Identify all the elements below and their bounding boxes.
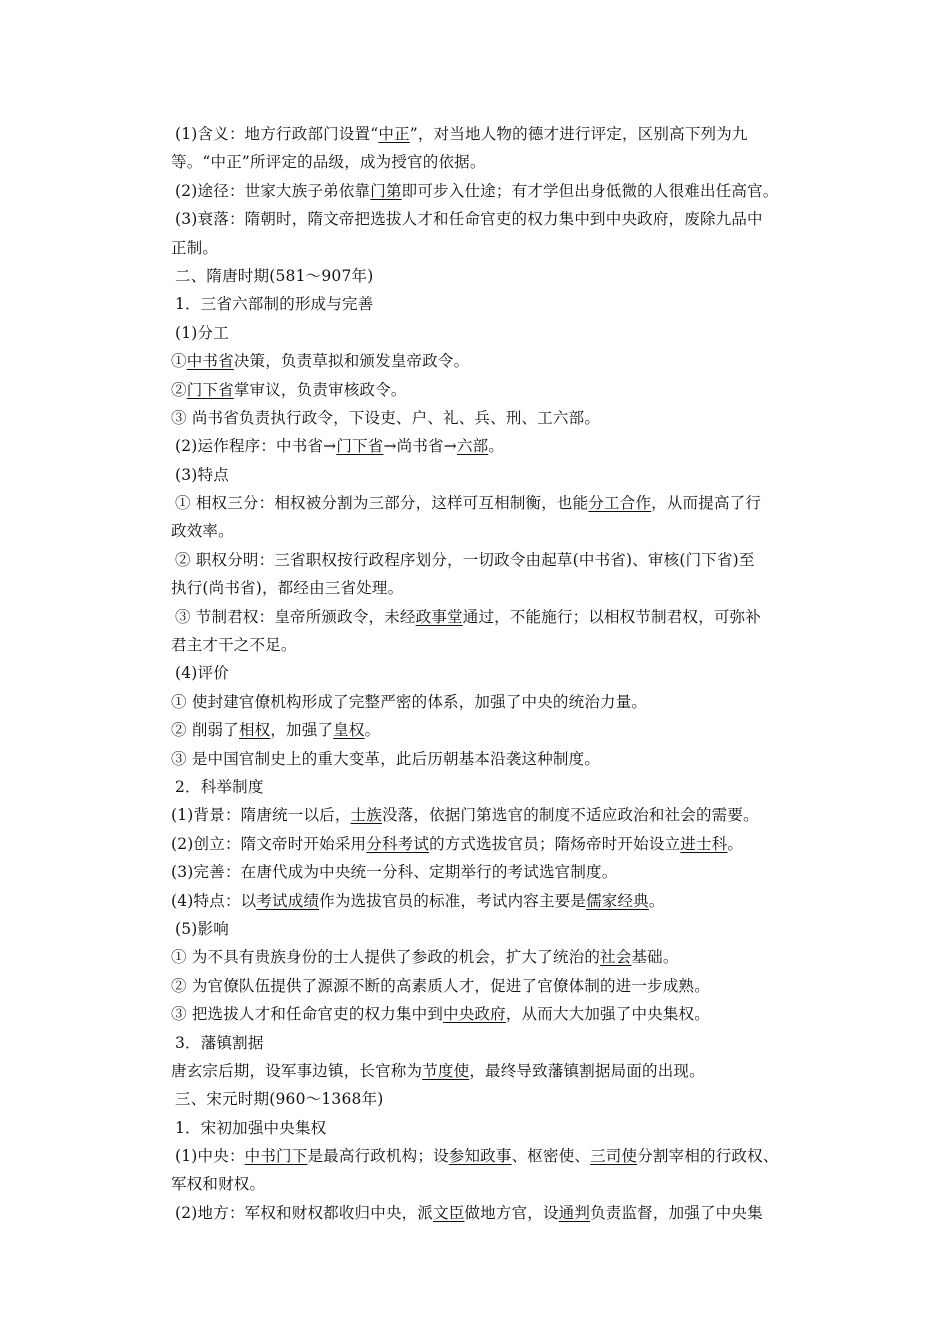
underlined-answer: 六部 — [456, 437, 489, 456]
underlined-answer: 中书门下 — [244, 1147, 308, 1166]
text-segment: ② — [171, 380, 187, 399]
text-segment: (1)分工 — [175, 323, 229, 342]
text-segment: (4)特点：以 — [171, 891, 257, 910]
text-segment: ② 为官僚队伍提供了源源不断的高素质人才，促进了官僚体制的进一步成熟。 — [171, 976, 710, 995]
text-segment: (3)完善：在唐代成为中央统一分科、定期举行的考试选官制度。 — [171, 863, 618, 882]
underlined-answer: 文臣 — [433, 1203, 465, 1222]
text-line — [171, 404, 821, 432]
underlined-answer: 皇权 — [333, 721, 365, 740]
text-segment: ① 为不具有贵族身份的士人提供了参政的机会，扩大了统治的 — [171, 948, 601, 967]
text-segment: 。 — [364, 721, 381, 740]
text-segment: (2)创立：隋文帝时开始采用 — [171, 834, 367, 853]
text-segment: 正制。 — [171, 238, 219, 257]
text-segment: (1)中央： — [175, 1147, 245, 1166]
text-line — [171, 830, 821, 858]
underlined-answer: 中正 — [378, 125, 410, 143]
text-segment: 的方式选拔官员；隋炀帝时开始设立 — [429, 834, 681, 853]
text-line — [171, 1170, 821, 1198]
text-line — [171, 915, 821, 943]
text-segment: 负责监督，加强了中央集 — [590, 1203, 763, 1222]
text-segment: 基础。 — [631, 948, 679, 967]
text-segment: 。 — [488, 437, 505, 456]
underlined-answer: 参知政事 — [448, 1147, 512, 1166]
text-line — [171, 461, 821, 489]
text-line — [171, 745, 821, 773]
text-segment: 君主才干之不足。 — [171, 636, 297, 655]
text-segment: 掌审议，负责审核政令。 — [233, 380, 407, 399]
text-segment: ② 削弱了 — [171, 721, 239, 740]
text-line — [171, 177, 821, 205]
text-line — [171, 120, 821, 148]
text-segment: 。 — [727, 834, 744, 853]
underlined-answer: 儒家经典 — [586, 891, 649, 910]
text-segment: (1)背景：隋唐统一以后， — [171, 806, 351, 825]
text-segment: ，从而提高了行 — [651, 494, 762, 513]
text-line — [171, 1029, 821, 1057]
text-segment: 政效率。 — [171, 522, 234, 541]
text-segment: (3)衰落：隋朝时，隋文帝把选拔人才和任命官吏的权力集中到中央政府，废除九品中 — [175, 210, 763, 229]
underlined-answer: 士族 — [350, 806, 382, 825]
underlined-answer: 门下省 — [186, 380, 234, 399]
text-line — [171, 376, 821, 404]
text-line — [171, 546, 821, 574]
text-segment: (5)影响 — [175, 919, 229, 938]
text-segment: ① 使封建官僚机构形成了完整严密的体系，加强了中央的统治力量。 — [171, 692, 648, 711]
text-segment: ② 职权分明：三省职权按行政程序划分，一切政令由起草(中书省)、审核(门下省)至 — [175, 550, 755, 569]
text-line — [171, 1114, 821, 1142]
underlined-answer: 考试成绩 — [256, 891, 320, 910]
text-line — [171, 1000, 821, 1028]
text-segment: 3．藩镇割据 — [175, 1033, 264, 1052]
document-page — [171, 120, 821, 1227]
underlined-answer: 中书省 — [186, 352, 234, 371]
text-segment: ① 相权三分：相权被分割为三部分，这样可互相制衡，也能 — [175, 494, 589, 513]
text-segment: 二、隋唐时期(581～907年) — [175, 266, 374, 285]
text-line — [171, 1199, 821, 1227]
text-segment: 1．三省六部制的形成与完善 — [175, 295, 374, 314]
underlined-answer: 通判 — [558, 1203, 591, 1222]
underlined-answer: 相权 — [238, 721, 271, 740]
underlined-answer: 政事堂 — [415, 607, 463, 626]
text-segment: ③ 节制君权：皇帝所颁政令，未经 — [175, 607, 416, 626]
text-line — [171, 234, 821, 262]
text-line — [171, 1085, 821, 1113]
text-line — [171, 319, 821, 347]
text-line — [171, 603, 821, 631]
text-line — [171, 347, 821, 375]
text-line — [171, 858, 821, 886]
text-line — [171, 659, 821, 687]
text-segment: 、枢密使、 — [511, 1147, 591, 1166]
text-segment: (4)评价 — [175, 664, 229, 683]
text-segment: ③ 尚书省负责执行政令，下设吏、户、礼、兵、刑、工六部。 — [171, 408, 601, 427]
text-segment: (3)特点 — [175, 465, 229, 484]
text-line — [171, 773, 821, 801]
text-segment: 军权和财权。 — [171, 1175, 266, 1194]
text-line — [171, 1057, 821, 1085]
underlined-answer: 节度使 — [422, 1061, 470, 1080]
text-segment: 等。“中正”所评定的品级，成为授官的依据。 — [171, 153, 486, 172]
text-segment: 执行(尚书省)，都经由三省处理。 — [171, 579, 404, 598]
text-segment: 是最高行政机构；设 — [307, 1147, 449, 1166]
text-segment: →尚书省→ — [383, 437, 457, 456]
text-line — [171, 688, 821, 716]
underlined-answer: 门第 — [370, 181, 402, 200]
underlined-answer: 门下省 — [336, 437, 384, 456]
text-line — [171, 1142, 821, 1170]
text-segment: 唐玄宗后期，设军事边镇，长官称为 — [171, 1061, 423, 1080]
text-segment: ，加强了 — [270, 721, 334, 740]
text-segment: ③ 把选拔人才和任命官吏的权力集中到 — [171, 1005, 444, 1024]
text-segment: 决策，负责草拟和颁发皇帝政令。 — [233, 352, 470, 371]
text-segment: ① — [171, 352, 187, 371]
text-line — [171, 631, 821, 659]
underlined-answer: 分工合作 — [588, 494, 652, 513]
text-line — [171, 148, 821, 176]
text-segment: (2)运作程序：中书省→ — [175, 437, 337, 456]
text-segment: 。 — [648, 891, 665, 910]
text-line — [171, 262, 821, 290]
text-line — [171, 716, 821, 744]
text-segment: 分割宰相的行政权、 — [637, 1147, 779, 1166]
text-segment: 三、宋元时期(960～1368年) — [175, 1090, 384, 1109]
text-segment: 2．科举制度 — [175, 777, 264, 796]
text-line — [171, 972, 821, 1000]
text-line — [171, 205, 821, 233]
text-segment: 1．宋初加强中央集权 — [175, 1118, 327, 1137]
underlined-answer: 分科考试 — [366, 834, 430, 853]
text-line — [171, 489, 821, 517]
text-line — [171, 290, 821, 318]
text-segment: (2)途径：世家大族子弟依靠 — [175, 181, 371, 200]
text-line — [171, 517, 821, 545]
text-segment: ”，对当地人物的德才进行评定，区别高下列为九 — [409, 125, 748, 143]
text-segment: 作为选拔官员的标准，考试内容主要是 — [319, 891, 587, 910]
underlined-answer: 进士科 — [680, 834, 728, 853]
text-segment: (2)地方：军权和财权都收归中央，派 — [175, 1203, 434, 1222]
underlined-answer: 三司使 — [590, 1147, 638, 1166]
text-line — [171, 432, 821, 460]
underlined-answer: 中央政府 — [443, 1005, 506, 1024]
underlined-answer: 社会 — [600, 948, 632, 967]
text-line — [171, 943, 821, 971]
text-line — [171, 801, 821, 829]
text-segment: ，最终导致藩镇割据局面的出现。 — [469, 1061, 705, 1080]
text-segment: (1)含义：地方行政部门设置“ — [175, 125, 379, 143]
text-segment: ③ 是中国官制史上的重大变革，此后历朝基本沿袭这种制度。 — [171, 749, 601, 768]
text-segment: 通过，不能施行；以相权节制君权，可弥补 — [462, 607, 762, 626]
text-line — [171, 574, 821, 602]
text-segment: 做地方官，设 — [464, 1203, 559, 1222]
text-segment: 没落，依据门第选官的制度不适应政治和社会的需要。 — [381, 806, 759, 825]
text-segment: 即可步入仕途；有才学但出身低微的人很难出任高官。 — [401, 181, 779, 200]
text-line — [171, 887, 821, 915]
text-segment: ，从而大大加强了中央集权。 — [505, 1005, 710, 1024]
